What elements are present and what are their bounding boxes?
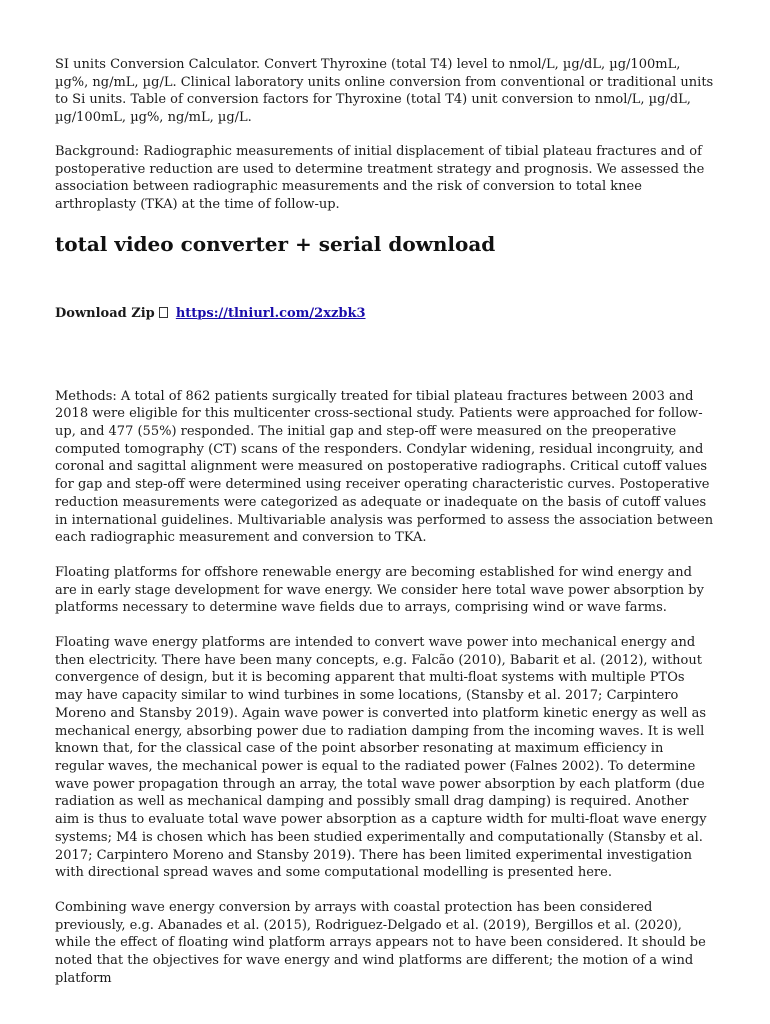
background-paragraph: Background: Radiographic measurements of initial displacement of tibial plateau fractures and of postoperative reduction are used to determine treatment strategy and prognosis. We assessed the association between radiographic measurements and the risk of conversion to total knee arthroplasty (TKA) at the time of follow-up. — [55, 143, 705, 212]
download-link[interactable]: https://tlniurl.com/2xzbk3 — [175, 305, 366, 321]
coastal-protection-paragraph: Combining wave energy conversion by arrays with coastal protection has been considered previously, e.g. Abanades et al. (2015), Rodriguez-Delgado et al. (2019), Bergillos et al. (2020), while the effect of floating wind platform arrays appears not to have been considered. It should be noted that the objectives for wave energy and wind platforms are different; the motion of a wind platform — [55, 899, 706, 986]
download-line — [55, 305, 715, 322]
wave-energy-paragraph: Floating wave energy platforms are intended to convert wave power into mechanical energy and then electricity. There have been many concepts, e.g. Falcão (2010), Babarit et al. (2012), without convergence of design, but it is becoming apparent that multi-float systems with multiple PTOs may have capacity similar to wind turbines in some locations, (Stansby et al. 2017; Carpintero Moreno and Stansby 2019). Again wave power is converted into platform kinetic energy as well as mechanical energy, absorbing power due to radiation damping from the incoming waves. It is well known that, for the classical case of the point absorber resonating at maximum efficiency in regular waves, the mechanical power is equal to the radiated power (Falnes 2002). To determine wave power propagation through an array, the total wave power absorption by each platform (due radiation as well as mechanical damping and possibly small drag damping) is required. Another aim is thus to evaluate total wave power absorption as a capture width for multi-float wave energy systems; M4 is chosen which has been studied experimentally and computationally (Stansby et al. 2017; Carpintero Moreno and Stansby 2019). There has been limited experimental investigation with directional spread waves and some computational modelling is presented here. — [55, 635, 707, 881]
arrow-icon — [159, 307, 168, 318]
intro-paragraph: SI units Conversion Calculator. Convert Thyroxine (total T4) level to nmol/L, µg/dL, µg/100mL, µg%, ng/mL, µg/L. Clinical laboratory units online conversion from conventional or traditional units to Si units. Table of conversion factors for Thyroxine (total T4) unit conversion to nmol/L, µg/dL, µg/100mL, µg%, ng/mL, µg/L. — [55, 57, 714, 126]
page-title: total video converter + serial download — [55, 231, 496, 256]
floating-platforms-paragraph: Floating platforms for offshore renewable energy are becoming established for wind energy and are in early stage development for wave energy. We consider here total wave power absorption by platforms necessary to determine wave fields due to arrays, comprising wind or wave farms. — [55, 564, 704, 616]
methods-paragraph: Methods: A total of 862 patients surgically treated for tibial plateau fractures between 2003 and 2018 were eligible for this multicenter cross-sectional study. Patients were approached for follow-up, and 477 (55%) responded. The initial gap and step-off were measured on the preoperative computed tomography (CT) scans of the responders. Condylar widening, residual incongruity, and coronal and sagittal alignment were measured on postoperative radiographs. Critical cutoff values for gap and step-off were determined using receiver operating characteristic curves. Postoperative reduction measurements were categorized as adequate or inadequate on the basis of cutoff values in international guidelines. Multivariable analysis was performed to assess the association between each radiographic measurement and conversion to TKA. — [55, 388, 714, 546]
download-label: Download Zip — [55, 305, 155, 321]
